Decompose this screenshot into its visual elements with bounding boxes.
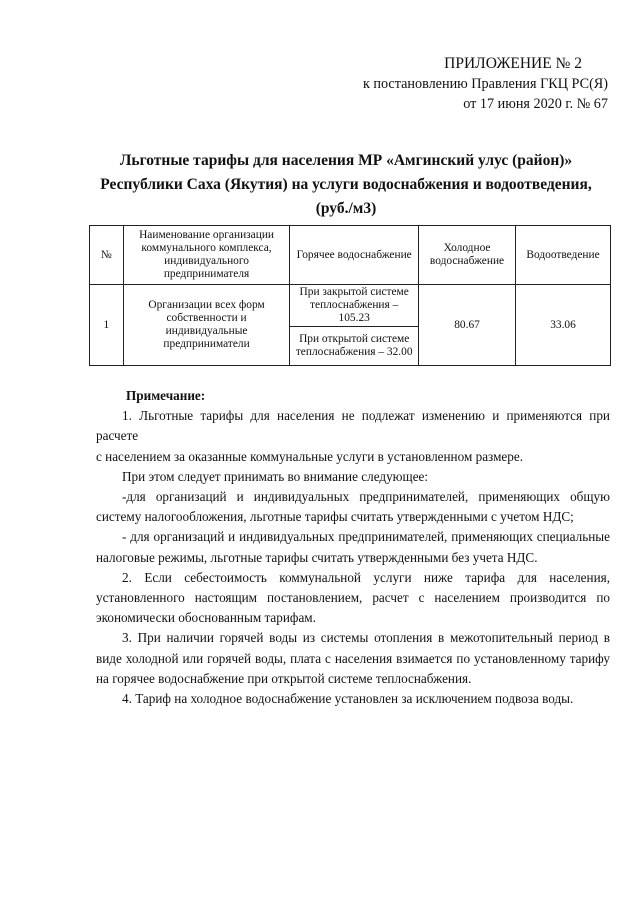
document-title [96, 149, 596, 221]
tariff-table [89, 225, 611, 366]
title-line-3: (руб./м3) [315, 200, 377, 217]
title-line-2: Республики Саха (Якутия) на услуги водоснабжения и водоотведения, [100, 176, 592, 193]
note-general-tax: -для организаций и индивидуальных предпринимателей, применяющих общую систему налогообложения, льготные тарифы считать утвержденными с учетом НДС; [96, 489, 610, 525]
table-header-row [90, 226, 611, 285]
notes-section [96, 386, 610, 709]
notes-heading: Примечание: [126, 388, 206, 403]
cell-hot-open-system: При открытой системе теплоснабжения – 32.00 [290, 327, 419, 366]
appendix-date: от 17 июня 2020 г. № 67 [463, 96, 608, 112]
note-1-line-1: 1. Льготные тарифы для населения не подлежат изменению и применяются при расчете [96, 408, 610, 444]
note-2: 2. Если себестоимость коммунальной услуги ниже тарифа для населения, установленного настоящим постановлением, расчет с населением производится по экономически обоснованным тарифам. [96, 569, 610, 626]
header-hot-water: Горячее водоснабжение [290, 226, 419, 285]
cell-organization: Организации всех форм собственности и индивидуальные предприниматели [123, 285, 290, 366]
header-drainage: Водоотведение [516, 226, 611, 285]
note-special-tax: - для организаций и индивидуальных предпринимателей, применяющих специальные налоговые режимы, льготные тарифы считать утвержденными без учета НДС. [96, 529, 610, 565]
note-4: 4. Тариф на холодное водоснабжение установлен за исключением подвоза воды. [122, 691, 574, 707]
cell-cold-water: 80.67 [419, 285, 516, 366]
note-1-line-2: с населением за оказанные коммунальные услуги в установленном размере. [96, 448, 524, 464]
header-organization: Наименование организации коммунального комплекса, индивидуального предпринимателя [123, 226, 290, 285]
appendix-number: ПРИЛОЖЕНИЕ № 2 [444, 55, 582, 72]
cell-number: 1 [90, 285, 124, 366]
appendix-reference: к постановлению Правления ГКЦ РС(Я) [362, 76, 608, 92]
note-intro: При этом следует принимать во внимание следующее: [122, 468, 429, 484]
title-line-1: Льготные тарифы для населения МР «Амгинский улус (район)» [119, 152, 573, 169]
cell-drainage: 33.06 [516, 285, 611, 366]
header-number: № [90, 226, 124, 285]
header-cold-water: Холодное водоснабжение [419, 226, 516, 285]
table-row [90, 285, 611, 327]
note-3: 3. При наличии горячей воды из системы отопления в межотопительный период в виде холодной или горячей воды, плата с населения взимается по установленному тарифу на горячее водоснабжение при открытой системе теплоснабжения. [96, 630, 610, 686]
appendix-header [363, 54, 608, 114]
cell-hot-closed-system: При закрытой системе теплоснабжения – 105.23 [290, 285, 419, 327]
